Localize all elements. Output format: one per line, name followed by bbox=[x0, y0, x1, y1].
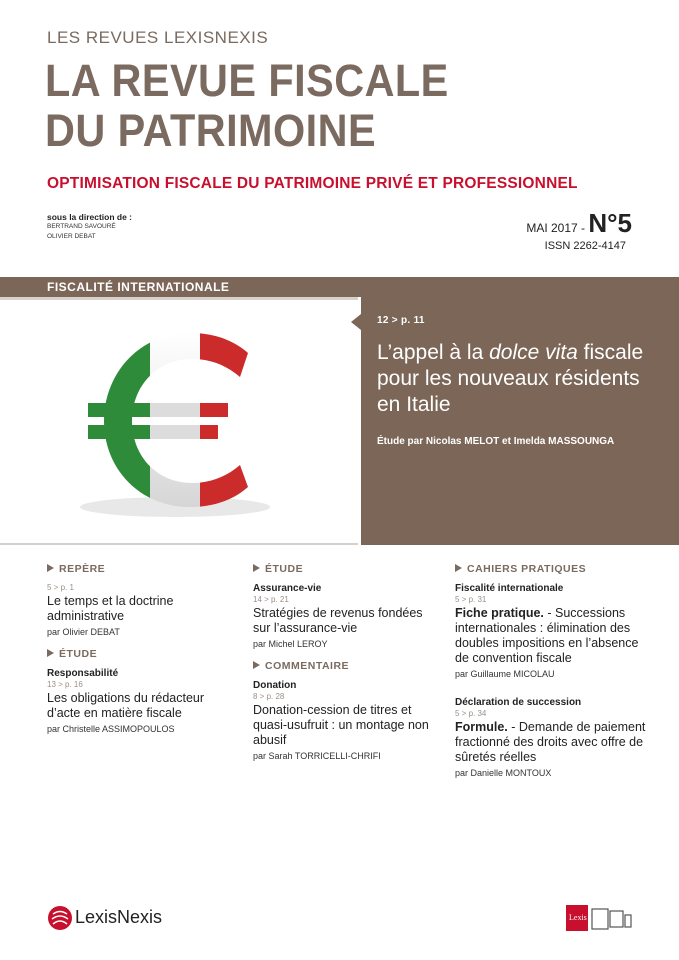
image-top-border bbox=[0, 297, 358, 300]
phone-icon bbox=[625, 915, 631, 927]
column-2 bbox=[253, 563, 443, 772]
title-line-1: LA REVUE FISCALE bbox=[45, 55, 449, 106]
article-page: 13 > p. 16 bbox=[47, 680, 83, 689]
image-bottom-border bbox=[0, 543, 358, 545]
section-label: ÉTUDE bbox=[265, 563, 304, 575]
article-author: par Olivier DEBAT bbox=[47, 627, 120, 637]
section-label: ÉTUDE bbox=[59, 648, 98, 660]
featured-category: FISCALITÉ INTERNATIONALE bbox=[47, 280, 230, 294]
article-entry[interactable] bbox=[253, 583, 443, 649]
triangle-icon bbox=[253, 564, 260, 572]
featured-title-pre: L’appel à la bbox=[377, 341, 490, 364]
article-title-text: - Successions internationales : élimination des doubles impositions en l’absence de convention fiscale bbox=[455, 606, 639, 665]
series-name: LES REVUES LEXISNEXIS bbox=[47, 28, 269, 47]
article-title-text: - Demande de paiement fractionné des droits avec offre de sûretés réelles bbox=[455, 720, 646, 764]
article-page: 5 > p. 31 bbox=[455, 595, 487, 604]
editorial-direction bbox=[47, 212, 132, 242]
digital-badge bbox=[566, 905, 632, 936]
article-keyword: Donation bbox=[253, 680, 297, 691]
section-label: REPÈRE bbox=[59, 563, 106, 575]
column-3 bbox=[455, 563, 655, 789]
section-heading bbox=[253, 660, 443, 672]
featured-title[interactable] bbox=[377, 340, 667, 418]
laptop-icon bbox=[610, 911, 623, 927]
article-keyword: Responsabilité bbox=[47, 668, 119, 679]
badge-label: Lexis bbox=[569, 913, 587, 922]
direction-label: sous la direction de : bbox=[47, 212, 133, 222]
article-author: par Michel LEROY bbox=[253, 639, 328, 649]
featured-title-italic: dolce vita bbox=[489, 341, 578, 364]
article-keyword: Assurance-vie bbox=[253, 583, 322, 594]
article-title: Donation-cession de titres et quasi-usufruit : un montage non abusif bbox=[253, 703, 429, 747]
director-name: BERTRAND SAVOURÉ bbox=[47, 223, 116, 230]
euro-icon bbox=[0, 297, 358, 545]
featured-title-post: fiscale pour les nouveaux résidents en Italie bbox=[377, 341, 644, 416]
publisher-name: LexisNexis bbox=[75, 907, 163, 927]
article-page: 5 > p. 1 bbox=[47, 583, 74, 592]
article-title bbox=[455, 606, 655, 666]
issue-number: N°5 bbox=[588, 208, 632, 238]
article-title: Le temps et la doctrine administrative bbox=[47, 594, 174, 623]
triangle-icon bbox=[455, 564, 462, 572]
section-label: COMMENTAIRE bbox=[265, 660, 350, 672]
triangle-icon bbox=[47, 649, 54, 657]
issn: ISSN 2262-4147 bbox=[544, 240, 626, 252]
issue-info bbox=[526, 208, 632, 239]
section-label: CAHIERS PRATIQUES bbox=[467, 563, 587, 575]
article-page: 8 > p. 28 bbox=[253, 692, 285, 701]
article-title bbox=[455, 720, 655, 765]
article-author: par Guillaume MICOLAU bbox=[455, 669, 555, 679]
article-entry[interactable] bbox=[455, 583, 655, 679]
title-line-2: DU PATRIMOINE bbox=[45, 105, 377, 156]
article-author: par Sarah TORRICELLI-CHRIFI bbox=[253, 751, 381, 761]
featured-page-ref: 12 > p. 11 bbox=[377, 315, 425, 326]
journal-subtitle: OPTIMISATION FISCALE DU PATRIMOINE PRIVÉ ET PROFESSIONNEL bbox=[47, 175, 578, 192]
article-title: Les obligations du rédacteur d’acte en matière fiscale bbox=[47, 691, 205, 720]
panel-notch bbox=[351, 314, 361, 330]
article-type: Formule. bbox=[455, 720, 508, 734]
lexisnexis-logo-icon bbox=[47, 905, 73, 936]
issue-date: MAI 2017 - bbox=[526, 221, 589, 235]
article-keyword: Déclaration de succession bbox=[455, 697, 582, 708]
article-page: 14 > p. 21 bbox=[253, 595, 289, 604]
journal-title bbox=[45, 56, 449, 156]
article-type: Fiche pratique. bbox=[455, 606, 544, 620]
article-entry[interactable] bbox=[455, 697, 655, 778]
triangle-icon bbox=[253, 661, 260, 669]
column-1 bbox=[47, 563, 237, 745]
article-entry[interactable] bbox=[47, 583, 237, 637]
featured-author: Étude par Nicolas MELOT et Imelda MASSOUNGA bbox=[377, 436, 615, 447]
section-heading bbox=[47, 563, 237, 575]
article-entry[interactable] bbox=[253, 680, 443, 761]
article-title: Stratégies de revenus fondées sur l’assurance-vie bbox=[253, 606, 423, 635]
director-name: OLIVIER DEBAT bbox=[47, 233, 96, 240]
section-heading bbox=[253, 563, 443, 575]
tablet-icon bbox=[592, 909, 608, 929]
section-heading bbox=[47, 648, 237, 660]
euro-illustration bbox=[0, 297, 358, 545]
article-keyword: Fiscalité internationale bbox=[455, 583, 564, 594]
article-author: par Christelle ASSIMOPOULOS bbox=[47, 724, 175, 734]
article-author: par Danielle MONTOUX bbox=[455, 768, 552, 778]
triangle-icon bbox=[47, 564, 54, 572]
section-heading bbox=[455, 563, 655, 575]
article-entry[interactable] bbox=[47, 668, 237, 734]
article-page: 5 > p. 34 bbox=[455, 709, 487, 718]
